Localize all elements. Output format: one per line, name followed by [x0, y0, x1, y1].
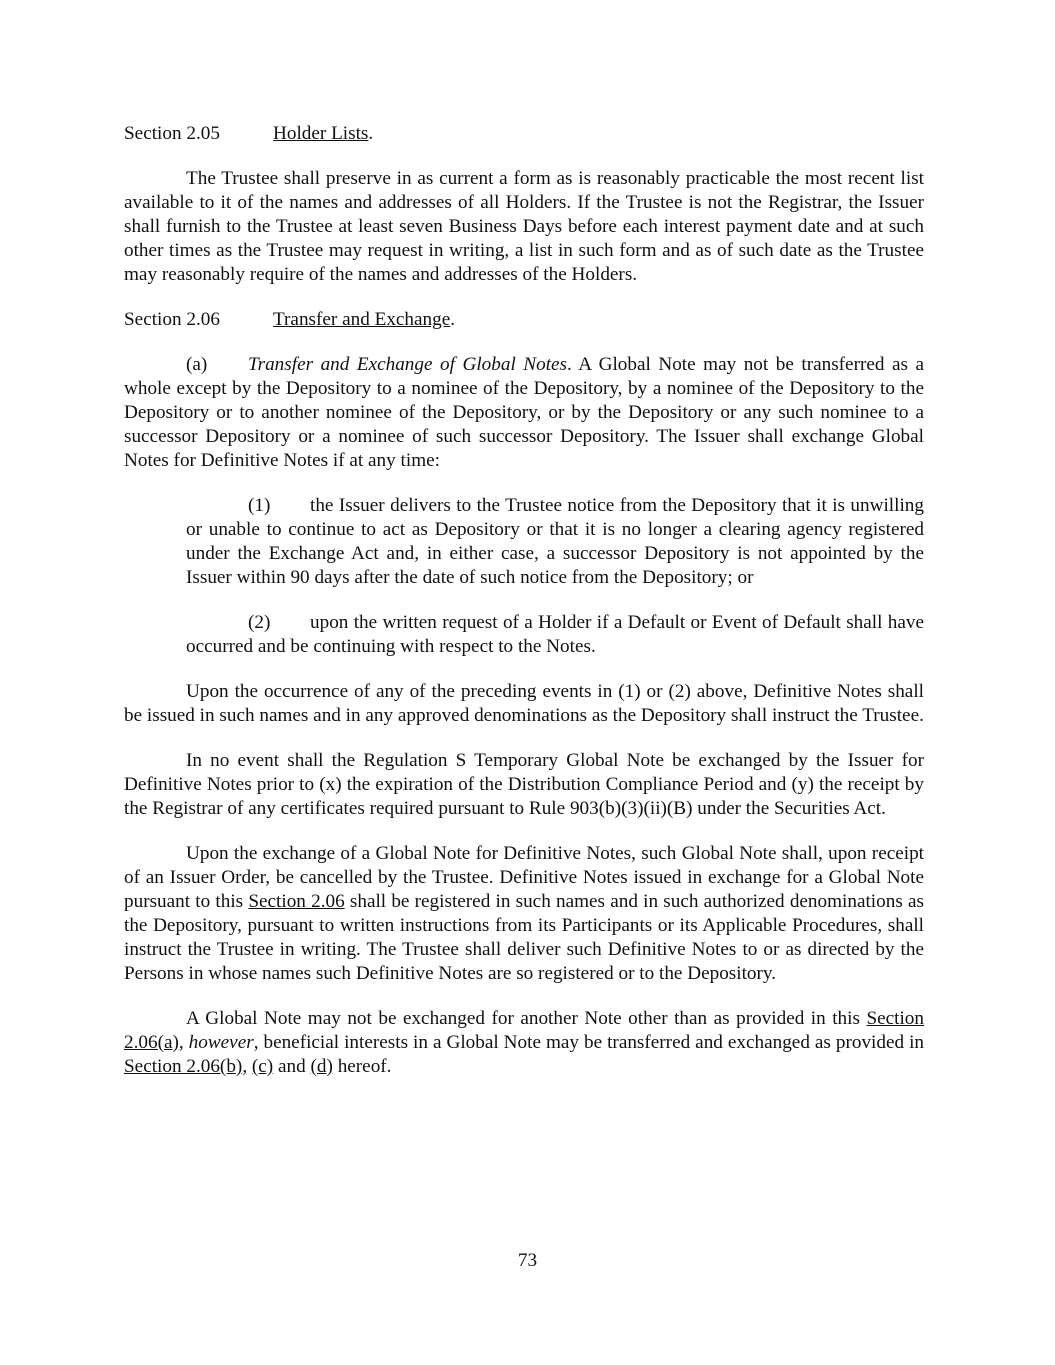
heading-period: . — [368, 123, 374, 144]
text-segment: Upon the exchange of a Global Note for Definitive Notes, such Global Note shall, upon receipt of an Issuer Order, be cancelled by the Trustee. Definitive Notes issued in exchange for a Global Note pursuant to this — [124, 843, 924, 912]
section-title: Transfer and Exchange — [273, 309, 451, 330]
section-number: Section 2.06 — [124, 309, 220, 330]
global-note-paragraph — [124, 1007, 924, 1079]
holder-lists-paragraph: The Trustee shall preserve in as current a form as is reasonably practicable the most recent list available to it of the names and addresses of all Holders. If the Trustee is not the Registrar, the Issuer shall furnish to the Trustee at least seven Business Days before each interest payment date and at such other times as the Trustee may request in writing, a list in such form and as of such date as the Trustee may reasonably require of the names and addresses of the Holders. — [124, 168, 924, 285]
list-item-text: the Issuer delivers to the Trustee notice from the Depository that it is unwilling or unable to continue to act as Depository or that it is no longer a clearing agency registered under the Exchange Act and, in either case, a successor Depository is not appointed by the Issuer within 90 days after the date of such notice from the Depository; or — [186, 495, 924, 588]
list-item-label: (1) — [248, 495, 271, 516]
text-segment: , — [178, 1032, 189, 1053]
section-2-06-heading — [124, 308, 924, 332]
section-reference: (d) — [310, 1056, 333, 1077]
list-item-text: upon the written request of a Holder if a Default or Event of Default shall have occurred and be continuing with respect to the Notes. — [186, 612, 924, 657]
section-2-05-heading — [124, 122, 924, 146]
section-reference: Section 2.06(a) — [124, 1008, 924, 1053]
paragraph-a — [124, 353, 924, 473]
section-reference: (c) — [251, 1056, 274, 1077]
list-item-1 — [186, 494, 924, 590]
text-segment: , — [242, 1056, 252, 1077]
preceding-events-paragraph: Upon the occurrence of any of the preceding events in (1) or (2) above, Definitive Notes shall be issued in such names and in any approved denominations as the Depository shall instruct the Trustee. — [124, 681, 924, 726]
text-segment: shall be registered in such names and in such authorized denominations as the Depository, pursuant to written instructions from its Participants or its Applicable Procedures, shall instruct the Trustee in writing. The Trustee shall deliver such Definitive Notes to or as directed by the Persons in whose names such Definitive Notes are so registered or to the Depository. — [124, 891, 924, 984]
section-number: Section 2.05 — [124, 123, 220, 144]
section-title: Holder Lists — [273, 123, 369, 144]
emphasis-however: however — [188, 1032, 254, 1053]
heading-period: . — [450, 309, 456, 330]
list-item-label: (2) — [248, 612, 271, 633]
exchange-paragraph — [124, 842, 924, 986]
paragraph-a-title: Transfer and Exchange of Global Notes — [248, 354, 568, 375]
page-content — [124, 122, 924, 1100]
section-reference: Section 2.06 — [248, 891, 345, 912]
text-segment: , beneficial interests in a Global Note may be transferred and exchanged as provided in — [253, 1032, 924, 1053]
paragraph-label: (a) — [186, 354, 208, 375]
page-number: 73 — [517, 1250, 538, 1271]
list-item-2 — [186, 611, 924, 659]
regulation-s-paragraph: In no event shall the Regulation S Temporary Global Note be exchanged by the Issuer for Definitive Notes prior to (x) the expiration of the Distribution Compliance Period and (y) the receipt by the Registrar of any certificates required pursuant to Rule 903(b)(3)(ii)(B) under the Securities Act. — [124, 750, 924, 819]
text-segment: A Global Note may not be exchanged for another Note other than as provided in this — [186, 1008, 867, 1029]
text-segment: and — [273, 1056, 311, 1077]
text-segment: hereof. — [332, 1056, 392, 1077]
paragraph-a-text: . A Global Note may not be transferred as a whole except by the Depository to a nominee of the Depository, by a nominee of the Depository to the Depository or to another nominee of the Depository, or by the Depository or any such nominee to a successor Depository or a nominee of such successor Depository. The Issuer shall exchange Global Notes for Definitive Notes if at any time: — [124, 354, 925, 471]
section-reference: Section 2.06(b) — [124, 1056, 243, 1077]
